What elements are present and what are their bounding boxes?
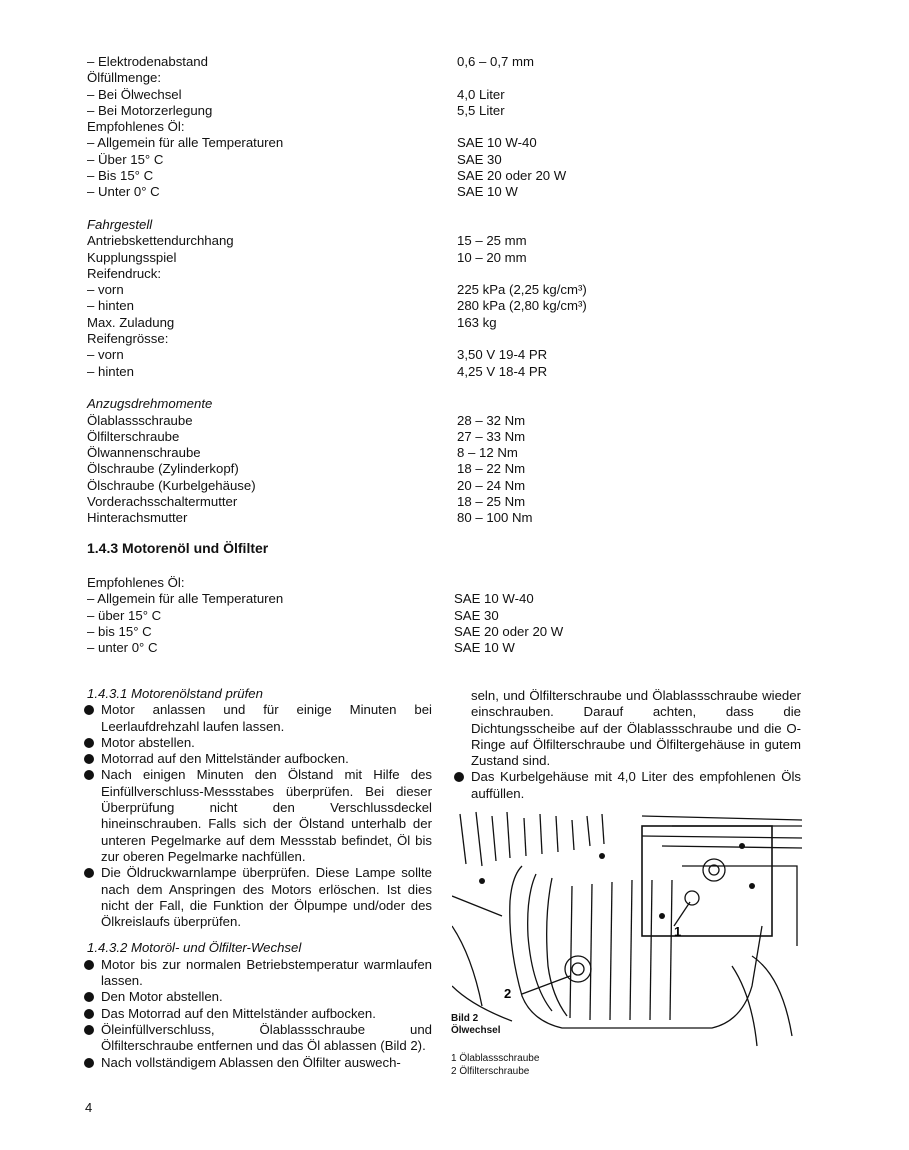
figure-caption-title: Ölwechsel [451,1025,501,1036]
figure-legend [451,1052,539,1078]
oil-value: SAE 30 [454,607,499,623]
spec-row [87,266,607,282]
spec-key: Ölfilterschraube [87,428,180,444]
spec-key: – hinten [87,298,134,314]
bullet-item: Nach einigen Minuten den Ölstand mit Hilfe des Einfüllverschluss-Messstabes überprüfen. Bei dieser Überprüfung nicht den Verschlussdeckel hineinschrauben. Falls sich der Ölstand unterhalb der unteren Pegelmarke auf dem Messstab befindet, Öl bis zur oberen Pegelmarke nachfüllen. [83,767,432,865]
spec-value [457,331,607,347]
spec-value [457,119,607,135]
spec-key: Reifendruck: [87,265,162,281]
spec-key: Ölschraube (Zylinderkopf) [87,461,239,477]
oil-row [87,608,607,624]
oil-row [87,591,607,607]
spec-row [87,445,607,461]
spec-key: Ölablassschraube [87,412,193,428]
spec-value: 0,6 – 0,7 mm [457,54,534,69]
spec-key: – Über 15° C [87,151,164,167]
spec-row [87,315,607,331]
spec-row [87,282,607,298]
oil-value: SAE 10 W [454,640,515,656]
bullet-item: Motor bis zur normalen Betriebstemperatur warmlaufen lassen. [83,957,432,990]
spec-value: SAE 10 W [457,184,518,200]
figure-caption-number: Bild 2 [451,1013,479,1024]
bullet-item: Den Motor abstellen. [83,989,432,1005]
oil-value: SAE 10 W-40 [454,591,534,607]
figure-label-2: 2 [504,986,512,1001]
bullet-item: Nach vollständigem Ablassen den Ölfilter auswech- [83,1055,432,1071]
spec-row [87,510,607,526]
spec-value: 225 kPa (2,25 kg/cm³) [457,282,587,298]
spec-key: Ölwannenschraube [87,445,201,461]
spec-value: 280 kPa (2,80 kg/cm³) [457,298,587,314]
spec-key: Antriebskettendurchhang [87,233,234,249]
spec-value: 28 – 32 Nm [457,412,526,428]
spec-row [87,184,607,200]
figure-oil-change-illustration [452,806,802,1056]
left-column [83,686,432,1071]
spec-key: – Allgemein für alle Temperaturen [87,135,284,151]
oil-value: SAE 20 oder 20 W [454,623,564,639]
spacer [83,930,432,940]
spec-key: Vorderachsschaltermutter [87,494,238,510]
recommended-oil-table [87,575,607,656]
spec-value: 20 – 24 Nm [457,477,526,493]
oil-key: – unter 0° C [87,640,158,656]
figure-caption [451,1013,500,1037]
spec-key: – Bei Ölwechsel [87,86,182,102]
spec-value [457,266,607,282]
spec-value [457,70,607,86]
spec-key: – Bis 15° C [87,168,154,184]
paragraph-continuation: seln, und Ölfilterschraube und Ölablassschraube wieder einschrauben. Darauf achten, dass die Dichtungsscheibe auf der Ölablassschraube und die O-Ringe auf Ölfilterschraube und Ölfiltergehäuse in gutem Zustand sind. [471,688,801,769]
figure-label-1: 1 [674,924,682,939]
spec-value: 80 – 100 Nm [457,510,533,526]
page-number: 4 [85,1100,93,1115]
legend-item: 2 Ölfilterschraube [451,1066,530,1077]
legend-item: 1 Ölablassschraube [451,1053,540,1064]
right-column [453,688,801,802]
spec-value: SAE 10 W-40 [457,135,537,151]
spec-row [87,168,607,184]
oil-key: – über 15° C [87,607,162,623]
section-heading-anzugsdrehmomente: Anzugsdrehmomente [87,396,213,412]
spacer [87,201,607,217]
spec-row [87,364,607,380]
spec-row [87,54,607,70]
spec-row [87,298,607,314]
bullet-item: Das Motorrad auf den Mittelständer aufbocken. [83,1006,432,1022]
oil-row [87,640,607,656]
bullet-item: Das Kurbelgehäuse mit 4,0 Liter des empfohlenen Öls auffüllen. [453,769,801,802]
spec-value: 4,25 V 18-4 PR [457,363,548,379]
spacer [87,380,607,396]
spec-key: Max. Zuladung [87,314,175,330]
spec-key: – Unter 0° C [87,184,160,200]
oil-key: – Allgemein für alle Temperaturen [87,591,284,607]
spec-row [87,429,607,445]
spec-row [87,233,607,249]
spec-key: Ölfüllmenge: [87,70,162,86]
spec-value: 10 – 20 mm [457,249,527,265]
spec-value: 8 – 12 Nm [457,445,518,461]
specification-table [87,54,607,527]
spec-key: – vorn [87,282,124,298]
spec-row [87,119,607,135]
oil-key: – bis 15° C [87,623,152,639]
spec-key: Empfohlenes Öl: [87,119,185,135]
spec-row [87,494,607,510]
engine-illustration [452,806,802,1056]
spec-key: Reifengrösse: [87,331,169,347]
spec-key: Hinterachsmutter [87,510,188,526]
spec-key: – Bei Motorzerlegung [87,102,213,118]
spec-key: – Elektrodenabstand [87,54,208,69]
section-title: 1.4.3 Motorenöl und Ölfilter [87,540,269,556]
spec-row [87,152,607,168]
spec-value: 5,5 Liter [457,102,505,118]
spec-row [87,413,607,429]
spec-row [87,250,607,266]
bullet-item: Öleinfüllverschluss, Ölablassschraube und Ölfilterschraube entfernen und das Öl ablassen (Bild 2). [83,1022,432,1055]
spec-row [87,70,607,86]
spec-value: 3,50 V 19-4 PR [457,347,548,363]
oil-heading: Empfohlenes Öl: [87,575,185,590]
bullet-item: Motor abstellen. [83,735,432,751]
spec-row [87,135,607,151]
subsection-title: 1.4.3.2 Motoröl- und Ölfilter-Wechsel [87,940,302,956]
spec-value: SAE 20 oder 20 W [457,168,567,184]
spec-row [87,87,607,103]
spec-value: SAE 30 [457,151,502,167]
spec-value: 27 – 33 Nm [457,428,526,444]
spec-key: Ölschraube (Kurbelgehäuse) [87,477,256,493]
spec-row [87,103,607,119]
spec-key: – vorn [87,347,124,363]
spec-value: 15 – 25 mm [457,233,527,249]
spec-row [87,347,607,363]
spec-value: 18 – 25 Nm [457,494,526,510]
spec-row [87,331,607,347]
spec-key: – hinten [87,363,134,379]
spec-value: 18 – 22 Nm [457,461,526,477]
spec-row [87,461,607,477]
spec-key: Kupplungsspiel [87,249,177,265]
spec-row [87,478,607,494]
spec-value: 4,0 Liter [457,86,505,102]
bullet-item: Die Öldruckwarnlampe überprüfen. Diese Lampe sollte nach dem Anspringen des Motors erlöschen. Ist dies nicht der Fall, die Funktion der Ölpumpe und/oder des Ölkreislaufs überprüfen. [83,865,432,930]
oil-row [87,624,607,640]
bullet-item: Motorrad auf den Mittelständer aufbocken. [83,751,432,767]
subsection-title: 1.4.3.1 Motorenölstand prüfen [87,686,263,701]
bullet-item: Motor anlassen und für einige Minuten bei Leerlaufdrehzahl laufen lassen. [83,702,432,735]
spec-value: 163 kg [457,314,497,330]
section-heading-fahrgestell: Fahrgestell [87,216,153,232]
